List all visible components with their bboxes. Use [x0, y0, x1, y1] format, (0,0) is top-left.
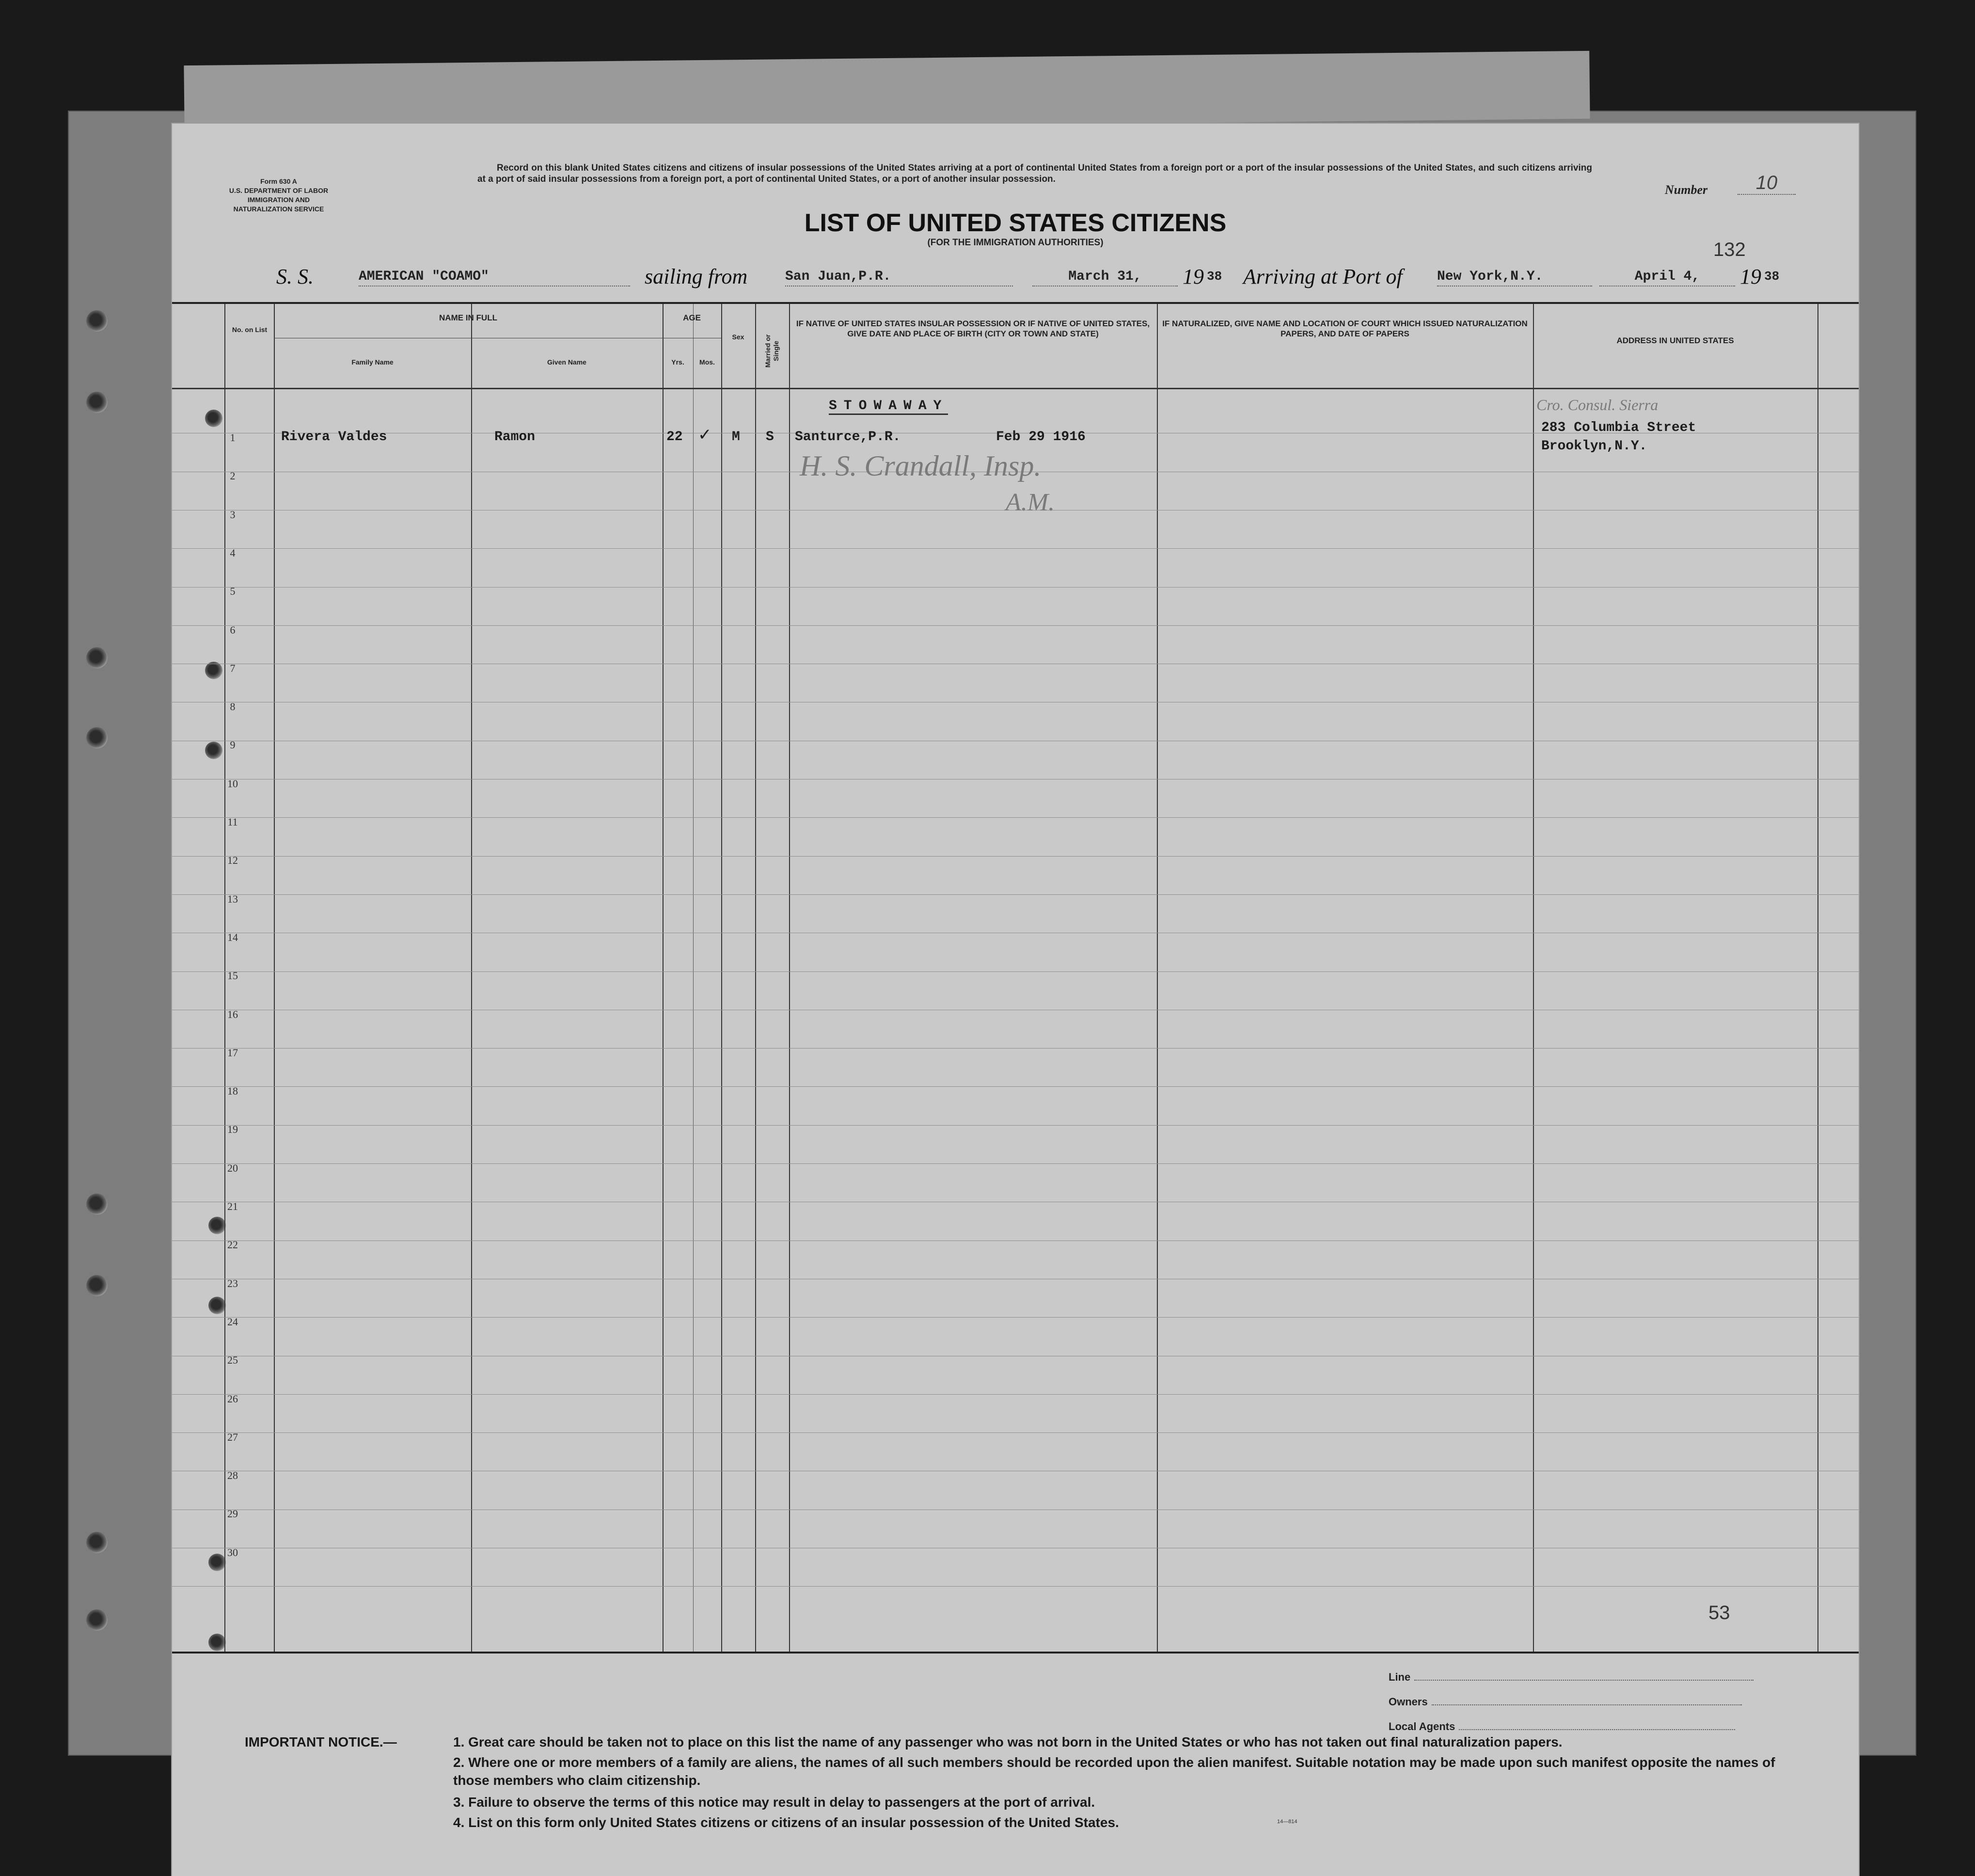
arrival-year: 38 [1764, 269, 1780, 284]
row-number: 22 [227, 1239, 238, 1251]
ship-name: AMERICAN "COAMO" [359, 269, 630, 286]
col-header-sex: Sex [732, 333, 744, 341]
arrival-date: April 4, [1599, 269, 1735, 286]
page-stamp-bottom: 53 [1708, 1602, 1730, 1623]
row-number: 28 [227, 1469, 238, 1482]
row-number: 14 [227, 931, 238, 943]
departure-port: San Juan,P.R. [785, 269, 1013, 286]
binder-hole [86, 1532, 108, 1553]
arrival-port: New York,N.Y. [1437, 269, 1592, 286]
row-number: 8 [230, 700, 236, 713]
stowaway-annotation: STOWAWAY [829, 398, 948, 415]
row-number: 23 [227, 1277, 238, 1289]
binder-hole [86, 727, 108, 748]
entry-age-yrs: 22 [666, 429, 683, 445]
row-number: 16 [227, 1008, 238, 1020]
row-number: 3 [230, 508, 236, 521]
row-number: 29 [227, 1508, 238, 1520]
list-number-value: 10 [1738, 172, 1796, 195]
entry-birth-date: Feb 29 1916 [996, 429, 1086, 445]
row-number: 9 [230, 739, 236, 751]
row-rule [172, 971, 1859, 972]
binder-hole [86, 1275, 108, 1296]
row-rule [172, 1125, 1859, 1126]
row-number: 20 [227, 1161, 238, 1174]
list-number-label: Number [1665, 183, 1708, 197]
entry-address-line1: 283 Columbia Street [1541, 420, 1696, 435]
row-number: 7 [230, 662, 236, 674]
row-rule [172, 1240, 1859, 1241]
page-stamp-top: 132 [1713, 239, 1746, 260]
form-service-line2: NATURALIZATION SERVICE [233, 205, 324, 213]
row-rule [172, 1086, 1859, 1087]
inspector-signature: H. S. Crandall, Insp. [800, 450, 1042, 482]
row-rule [172, 625, 1859, 626]
col-header-married-or-single: Married or Single [764, 334, 780, 368]
col-header-given-name: Given Name [547, 358, 586, 366]
row-number: 11 [227, 816, 238, 828]
passenger-table [172, 302, 1859, 1653]
row-rule [172, 817, 1859, 818]
col-header-age-mos: Mos. [699, 358, 715, 366]
row-rule [172, 587, 1859, 588]
binder-hole [86, 310, 108, 332]
row-rule [172, 1586, 1859, 1587]
row-number: 27 [227, 1431, 238, 1443]
row-number: 2 [230, 470, 236, 482]
row-number: 19 [227, 1123, 238, 1136]
entry-sex: M [732, 429, 740, 445]
page-subtitle: (FOR THE IMMIGRATION AUTHORITIES) [927, 238, 1104, 248]
form-number: Form 630 A [260, 177, 297, 185]
notice-heading: IMPORTANT NOTICE.— [245, 1734, 397, 1749]
row-number: 17 [227, 1046, 238, 1059]
departure-date: March 31, [1032, 269, 1178, 286]
row-number: 1 [230, 431, 236, 444]
row-number: 21 [227, 1200, 238, 1212]
voyage-line [276, 264, 1779, 293]
row-number: 13 [227, 892, 238, 905]
entry-given-name: Ramon [494, 429, 536, 445]
row-number: 30 [227, 1546, 238, 1558]
sailing-from-label: sailing from [645, 265, 748, 288]
row-rule [172, 1317, 1859, 1318]
col-header-address: ADDRESS IN UNITED STATES [1616, 336, 1734, 345]
notice-item-1: 1. Great care should be taken not to place on this list the name of any passenger who was not born in the United States or who has not taken out final naturalization papers. [453, 1734, 1563, 1749]
binder-hole [86, 1609, 108, 1631]
row-number: 15 [227, 970, 238, 982]
row-rule [172, 1048, 1859, 1049]
binder-hole [86, 1193, 108, 1215]
row-number: 12 [227, 854, 238, 867]
row-number: 4 [230, 546, 236, 559]
departure-year-prefix: 19 [1183, 265, 1204, 288]
entry-marital-status: S [766, 429, 774, 445]
notice-item-4: 4. List on this form only United States citizens or citizens of an insular possession of the United States. [453, 1815, 1119, 1830]
departure-year: 38 [1207, 269, 1222, 284]
signature-line [1389, 1671, 1754, 1684]
row-rule [172, 1394, 1859, 1395]
col-header-age: AGE [683, 313, 701, 322]
row-number: 18 [227, 1085, 238, 1097]
row-number: 5 [230, 585, 236, 598]
manifest-page [172, 124, 1859, 1876]
notice-item-2: 2. Where one or more members of a family are aliens, the names of all such members should be recorded upon the alien manifest. Suitable notation may be made upon such manifest opposite the names of those members who claim citizenship. [453, 1755, 1775, 1788]
col-header-name-in-full: NAME IN FULL [439, 313, 497, 322]
col-header-birth: IF NATIVE OF UNITED STATES INSULAR POSSESSION OR IF NATIVE OF UNITED STATES, GIVE DATE AND PLACE OF BIRTH (CITY OR TOWN AND STATE) [796, 319, 1150, 338]
page-title: LIST OF UNITED STATES CITIZENS [804, 209, 1227, 237]
col-header-no-on-list: No. on List [232, 326, 268, 334]
arriving-label: Arriving at Port of [1243, 265, 1403, 288]
intro-instructions: Record on this blank United States citizens and citizens of insular possessions of the United States arriving at a port of continental United States from a foreign port or a port of the insular possessions of the United States, and such citizens arriving at a port of said insular possessions from a foreign port, a port of continental United States, or a port of another insular possession. [477, 163, 1592, 184]
row-number: 24 [227, 1315, 238, 1328]
line-label: Line [1389, 1671, 1411, 1683]
entry-birth-place: Santurce,P.R. [795, 429, 901, 445]
row-rule [172, 1432, 1859, 1433]
binder-hole [86, 647, 108, 668]
notice-item-3: 3. Failure to observe the terms of this notice may result in delay to passengers at the port of arrival. [453, 1795, 1095, 1810]
entry-family-name: Rivera Valdes [281, 429, 387, 445]
entry-address-line2: Brooklyn,N.Y. [1541, 439, 1647, 454]
print-code: 14—814 [1277, 1819, 1297, 1825]
entry-address-note: Cro. Consul. Sierra [1536, 396, 1659, 413]
row-number: 26 [227, 1392, 238, 1405]
row-rule [172, 894, 1859, 895]
binder-hole [86, 392, 108, 413]
col-header-family-name: Family Name [351, 358, 394, 366]
col-header-age-yrs: Yrs. [671, 358, 684, 366]
row-number: 6 [230, 623, 236, 636]
row-rule [172, 1163, 1859, 1164]
row-rule [172, 856, 1859, 857]
form-service-line1: IMMIGRATION AND [247, 196, 310, 204]
row-rule [172, 548, 1859, 549]
owners-label: Owners [1389, 1696, 1428, 1708]
col-header-naturalized: IF NATURALIZED, GIVE NAME AND LOCATION OF COURT WHICH ISSUED NATURALIZATION PAPERS, AND DATE OF PAPERS [1162, 319, 1528, 338]
arrival-year-prefix: 19 [1740, 265, 1761, 288]
signature-local-agents [1389, 1720, 1735, 1733]
local-agents-label: Local Agents [1389, 1720, 1455, 1733]
signature-owners [1389, 1696, 1742, 1708]
row-number: 10 [227, 777, 238, 790]
check-mark-icon: ✓ [698, 425, 712, 445]
ss-label: S. S. [276, 265, 314, 288]
inspector-initials: A.M. [1006, 489, 1055, 516]
form-department: U.S. DEPARTMENT OF LABOR [229, 187, 329, 194]
row-number: 25 [227, 1354, 238, 1367]
